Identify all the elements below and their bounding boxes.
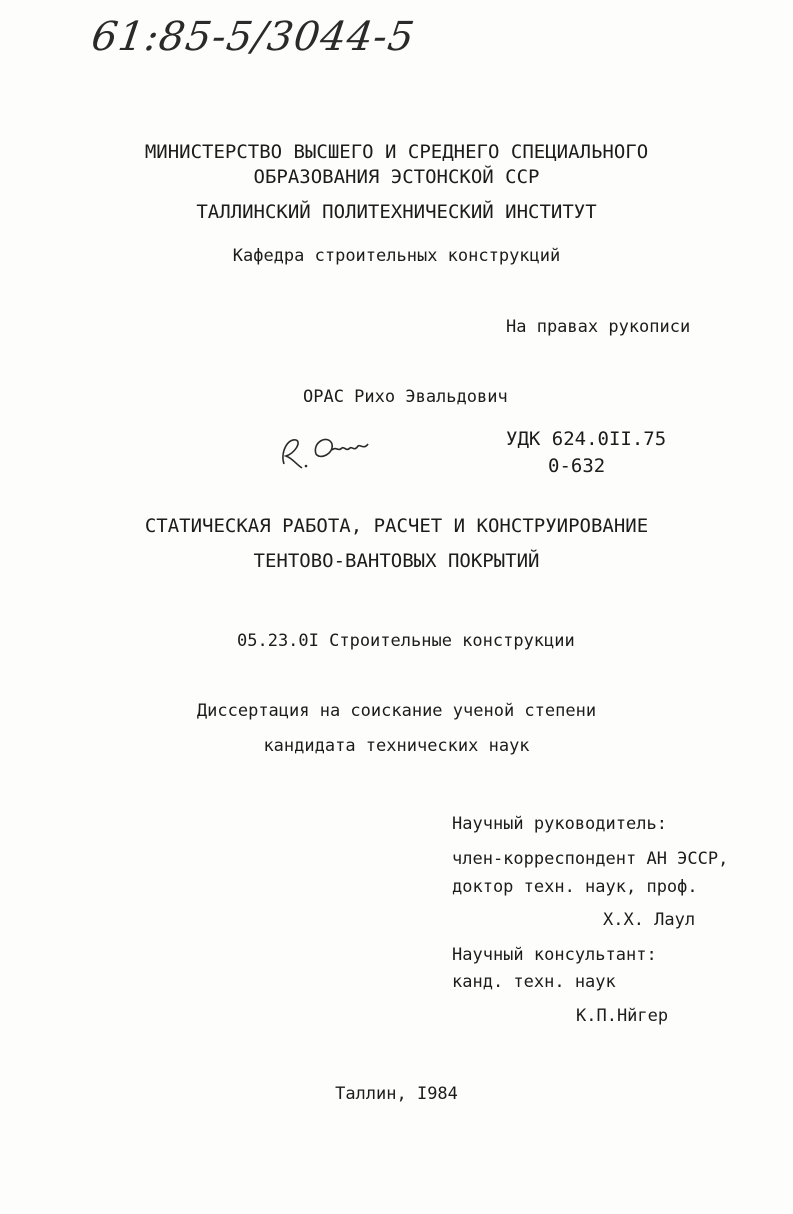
supervisor-label: Научный руководитель: <box>452 814 667 834</box>
specialty-code: 05.23.0I Строительные конструкции <box>237 631 575 651</box>
consultant-role: канд. техн. наук <box>452 972 616 992</box>
signature <box>272 424 382 474</box>
consultant-label: Научный консультант: <box>452 945 657 965</box>
ministry-line-1: МИНИСТЕРСТВО ВЫСШЕГО И СРЕДНЕГО СПЕЦИАЛЬНОГО <box>144 141 649 163</box>
udk-code: УДК 624.0II.75 <box>506 428 667 450</box>
manuscript-note: На правах рукописи <box>506 317 691 337</box>
author-name: ОРАС Рихо Эвальдович <box>303 387 508 407</box>
supervisor-name: Х.Х. Лаул <box>603 910 696 930</box>
degree-line-2: кандидата технических наук <box>263 736 530 756</box>
place-year: Таллин, I984 <box>335 1084 458 1104</box>
dissertation-title-line-1: СТАТИЧЕСКАЯ РАБОТА, РАСЧЕТ И КОНСТРУИРОВАНИЕ <box>144 515 649 537</box>
archive-code-handwritten: 61:85-5/3044-5 <box>88 14 418 60</box>
supervisor-role-1: член-корреспондент АН ЭССР, <box>452 849 729 869</box>
dissertation-title-line-2: ТЕНТОВО-ВАНТОВЫХ ПОКРЫТИЙ <box>253 550 540 572</box>
ministry-line-2: ОБРАЗОВАНИЯ ЭСТОНСКОЙ ССР <box>253 166 540 188</box>
degree-line-1: Диссертация на соискание ученой степени <box>196 701 597 721</box>
consultant-name: К.П.Нйгер <box>576 1006 669 1026</box>
supervisor-role-2: доктор техн. наук, проф. <box>452 877 698 897</box>
udk-author-mark: 0-632 <box>548 455 606 477</box>
department-name: Кафедра строительных конструкций <box>232 246 561 266</box>
institute-name: ТАЛЛИНСКИЙ ПОЛИТЕХНИЧЕСКИЙ ИНСТИТУТ <box>196 201 597 223</box>
signature-scribble <box>272 424 382 474</box>
